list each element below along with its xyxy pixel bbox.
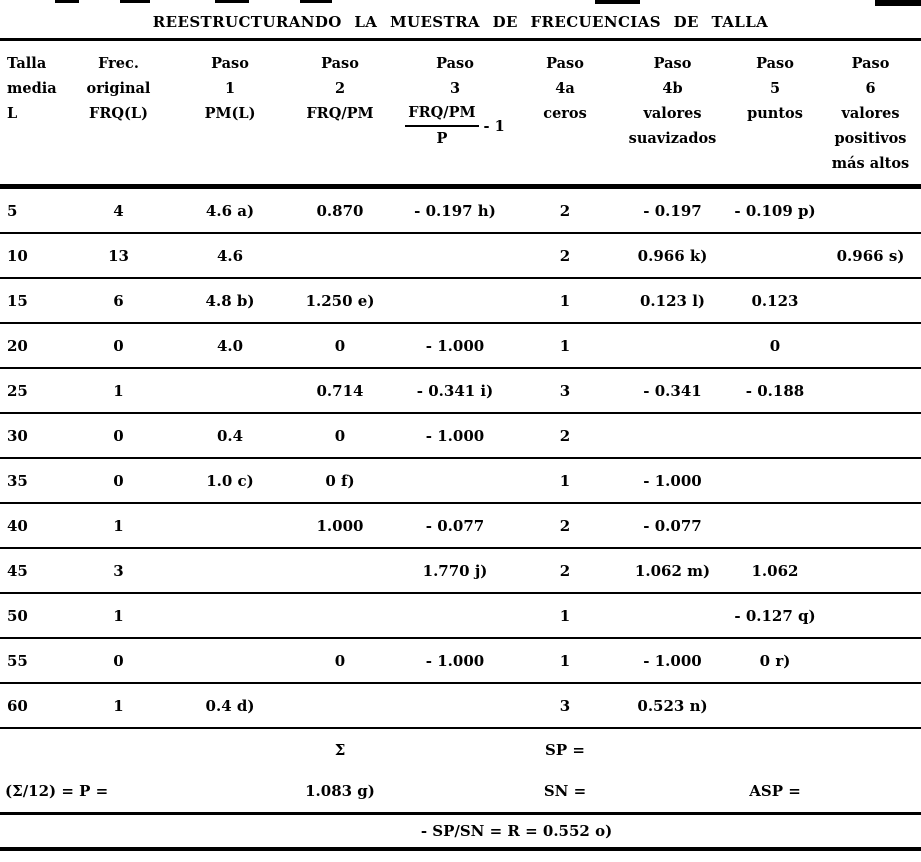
table-cell: 0.123 — [751, 291, 799, 310]
table-cell: 3 — [559, 381, 571, 400]
table-cell: 2 — [559, 246, 571, 265]
fraction-denominator: P — [436, 130, 448, 147]
table-cell: 1 — [113, 606, 124, 625]
table-cell: 0.4 — [216, 426, 244, 445]
p-value: 1.083 g) — [305, 782, 375, 800]
table-cell: - 0.077 — [643, 516, 702, 535]
table-title: REESTRUCTURANDO LA MUESTRA DE FRECUENCIAS DE TALLA — [0, 0, 921, 41]
table-row — [0, 594, 921, 639]
scan-artifact — [120, 0, 150, 3]
header-line: PM(L) — [204, 105, 256, 122]
header-line: L — [7, 105, 18, 122]
table-cell: - 0.197 h) — [414, 201, 496, 220]
table-row — [0, 279, 921, 324]
table-cell: 1.062 m) — [634, 561, 711, 580]
column-header-paso6 — [820, 51, 921, 176]
header-line: Paso — [546, 55, 584, 72]
table-cell: 1.0 c) — [206, 471, 254, 490]
asp-label: ASP = — [749, 782, 801, 800]
table-cell: 0 — [113, 471, 124, 490]
table-cell: 2 — [559, 426, 571, 445]
table-cell: 1 — [559, 651, 571, 670]
ratio-result-text: - SP/SN = R = 0.552 o) — [420, 822, 613, 840]
header-line: valores — [841, 105, 900, 122]
header-line: FRQ/PM — [306, 105, 374, 122]
header-line: FRQ(L) — [89, 105, 148, 122]
table-row — [0, 414, 921, 459]
table-cell: 0 — [113, 426, 124, 445]
header-line: Paso — [653, 55, 692, 72]
table-row — [0, 549, 921, 594]
header-line: ceros — [543, 105, 587, 122]
header-line: valores — [643, 105, 702, 122]
column-header-frec-original — [62, 51, 175, 126]
table-cell: - 0.197 — [643, 201, 702, 220]
footer-p-row — [0, 770, 921, 815]
table-cell: 4.6 — [216, 246, 244, 265]
table-cell: 1 — [113, 516, 124, 535]
table-cell: 25 — [7, 381, 28, 400]
scan-artifact — [875, 0, 921, 6]
table-cell: 1.062 — [751, 561, 799, 580]
table-cell: 13 — [108, 246, 129, 265]
table-cell: - 1.000 — [425, 336, 485, 355]
table-cell: 3 — [559, 696, 571, 715]
table-cell: 1.770 j) — [422, 561, 488, 580]
table-cell: 0 r) — [759, 651, 791, 670]
fraction-numerator: FRQ/PM — [405, 101, 478, 127]
table-cell: 35 — [7, 471, 28, 490]
table-cell: 4.0 — [216, 336, 244, 355]
table-cell: 4.8 b) — [205, 291, 255, 310]
table-cell: 0.4 d) — [205, 696, 255, 715]
scan-artifact — [215, 0, 249, 3]
header-line: media — [7, 80, 57, 97]
table-cell: 0 — [113, 651, 124, 670]
table-cell: 0.966 s) — [836, 246, 905, 265]
table-cell: 10 — [7, 246, 28, 265]
table-cell: 1 — [113, 696, 124, 715]
header-line: Paso — [211, 55, 249, 72]
table-cell: 55 — [7, 651, 28, 670]
table-cell: 2 — [559, 561, 571, 580]
header-line: Frec. — [98, 55, 139, 72]
table-cell: 1 — [559, 471, 571, 490]
table-cell: 0 — [334, 651, 346, 670]
formula-fraction — [395, 101, 515, 151]
scan-artifact — [55, 0, 79, 3]
table-cell: 4.6 a) — [205, 201, 255, 220]
column-header-paso2 — [285, 51, 395, 126]
table-cell: - 0.127 q) — [734, 606, 816, 625]
column-header-paso4a — [515, 51, 615, 126]
table-cell: 2 — [559, 201, 571, 220]
header-line: 4a — [555, 80, 575, 97]
column-header-paso4b — [615, 51, 730, 151]
table-row — [0, 684, 921, 729]
header-line: 5 — [769, 80, 781, 97]
scan-artifact — [300, 0, 332, 3]
scan-artifact — [595, 0, 640, 4]
footer-sum-row — [0, 729, 921, 770]
header-line: 2 — [334, 80, 346, 97]
table-cell: 40 — [7, 516, 28, 535]
table-cell: 1 — [113, 381, 124, 400]
header-line: positivos — [834, 130, 907, 147]
table-cell: - 0.109 p) — [734, 201, 816, 220]
header-line: más altos — [831, 155, 910, 172]
table-cell: 1 — [559, 336, 571, 355]
table-cell: 6 — [113, 291, 124, 310]
table-cell: - 1.000 — [425, 651, 485, 670]
column-header-paso5 — [730, 51, 820, 126]
table-cell: 1 — [559, 606, 571, 625]
header-line: Paso — [321, 55, 359, 72]
table-cell: 0 f) — [325, 471, 355, 490]
table-cell: - 1.000 — [643, 471, 702, 490]
table-cell: 15 — [7, 291, 28, 310]
header-line: puntos — [747, 105, 803, 122]
column-header-paso1 — [175, 51, 285, 126]
table-cell: - 0.341 — [643, 381, 702, 400]
table-row — [0, 189, 921, 234]
table-cell: 0 — [334, 426, 346, 445]
header-line: suavizados — [628, 130, 717, 147]
table-cell: 30 — [7, 426, 28, 445]
header-line: 4b — [662, 80, 683, 97]
fraction-suffix: - 1 — [483, 117, 505, 135]
table-row — [0, 504, 921, 549]
table-cell: 1.250 e) — [305, 291, 375, 310]
table-cell: - 0.341 i) — [416, 381, 494, 400]
column-header-paso3 — [395, 51, 515, 151]
table-cell: 0 — [113, 336, 124, 355]
table-cell: 0.714 — [316, 381, 364, 400]
table-row — [0, 234, 921, 279]
sigma-symbol: Σ — [334, 740, 346, 759]
header-line: original — [86, 80, 151, 97]
table-cell: - 1.000 — [425, 426, 485, 445]
header-line: Talla — [7, 55, 47, 72]
table-row — [0, 324, 921, 369]
table-cell: 0 — [334, 336, 346, 355]
table-cell: 0.966 k) — [637, 246, 708, 265]
header-line: Paso — [436, 55, 474, 72]
table-header-row — [0, 41, 921, 189]
table-cell: - 0.077 — [425, 516, 485, 535]
table-row — [0, 369, 921, 414]
table-cell: 0 — [769, 336, 781, 355]
table-cell: 0.870 — [316, 201, 364, 220]
table-cell: 3 — [113, 561, 124, 580]
table-cell: 2 — [559, 516, 571, 535]
table-row — [0, 459, 921, 504]
table-cell: 45 — [7, 561, 28, 580]
header-line: 3 — [449, 80, 461, 97]
sp-label: SP = — [545, 740, 585, 759]
table-cell: 20 — [7, 336, 28, 355]
table-cell: - 0.188 — [745, 381, 805, 400]
table-cell: - 1.000 — [643, 651, 702, 670]
header-line: 1 — [224, 80, 236, 97]
table-cell: 0.523 n) — [637, 696, 708, 715]
table-row — [0, 639, 921, 684]
table-cell: 0.123 l) — [640, 291, 705, 310]
table-cell: 5 — [7, 201, 18, 220]
table-cell: 1 — [559, 291, 571, 310]
header-line: Paso — [756, 55, 794, 72]
table-cell: 60 — [7, 696, 28, 715]
header-line: Paso — [851, 55, 890, 72]
sn-label: SN = — [543, 782, 587, 800]
table-cell: 1.000 — [316, 516, 364, 535]
table-cell: 50 — [7, 606, 28, 625]
header-line: 6 — [865, 80, 876, 97]
p-definition-label: (Σ/12) = P = — [5, 782, 109, 800]
table-cell: 4 — [113, 201, 124, 220]
ratio-result-row — [0, 815, 921, 851]
column-header-talla — [0, 51, 62, 126]
